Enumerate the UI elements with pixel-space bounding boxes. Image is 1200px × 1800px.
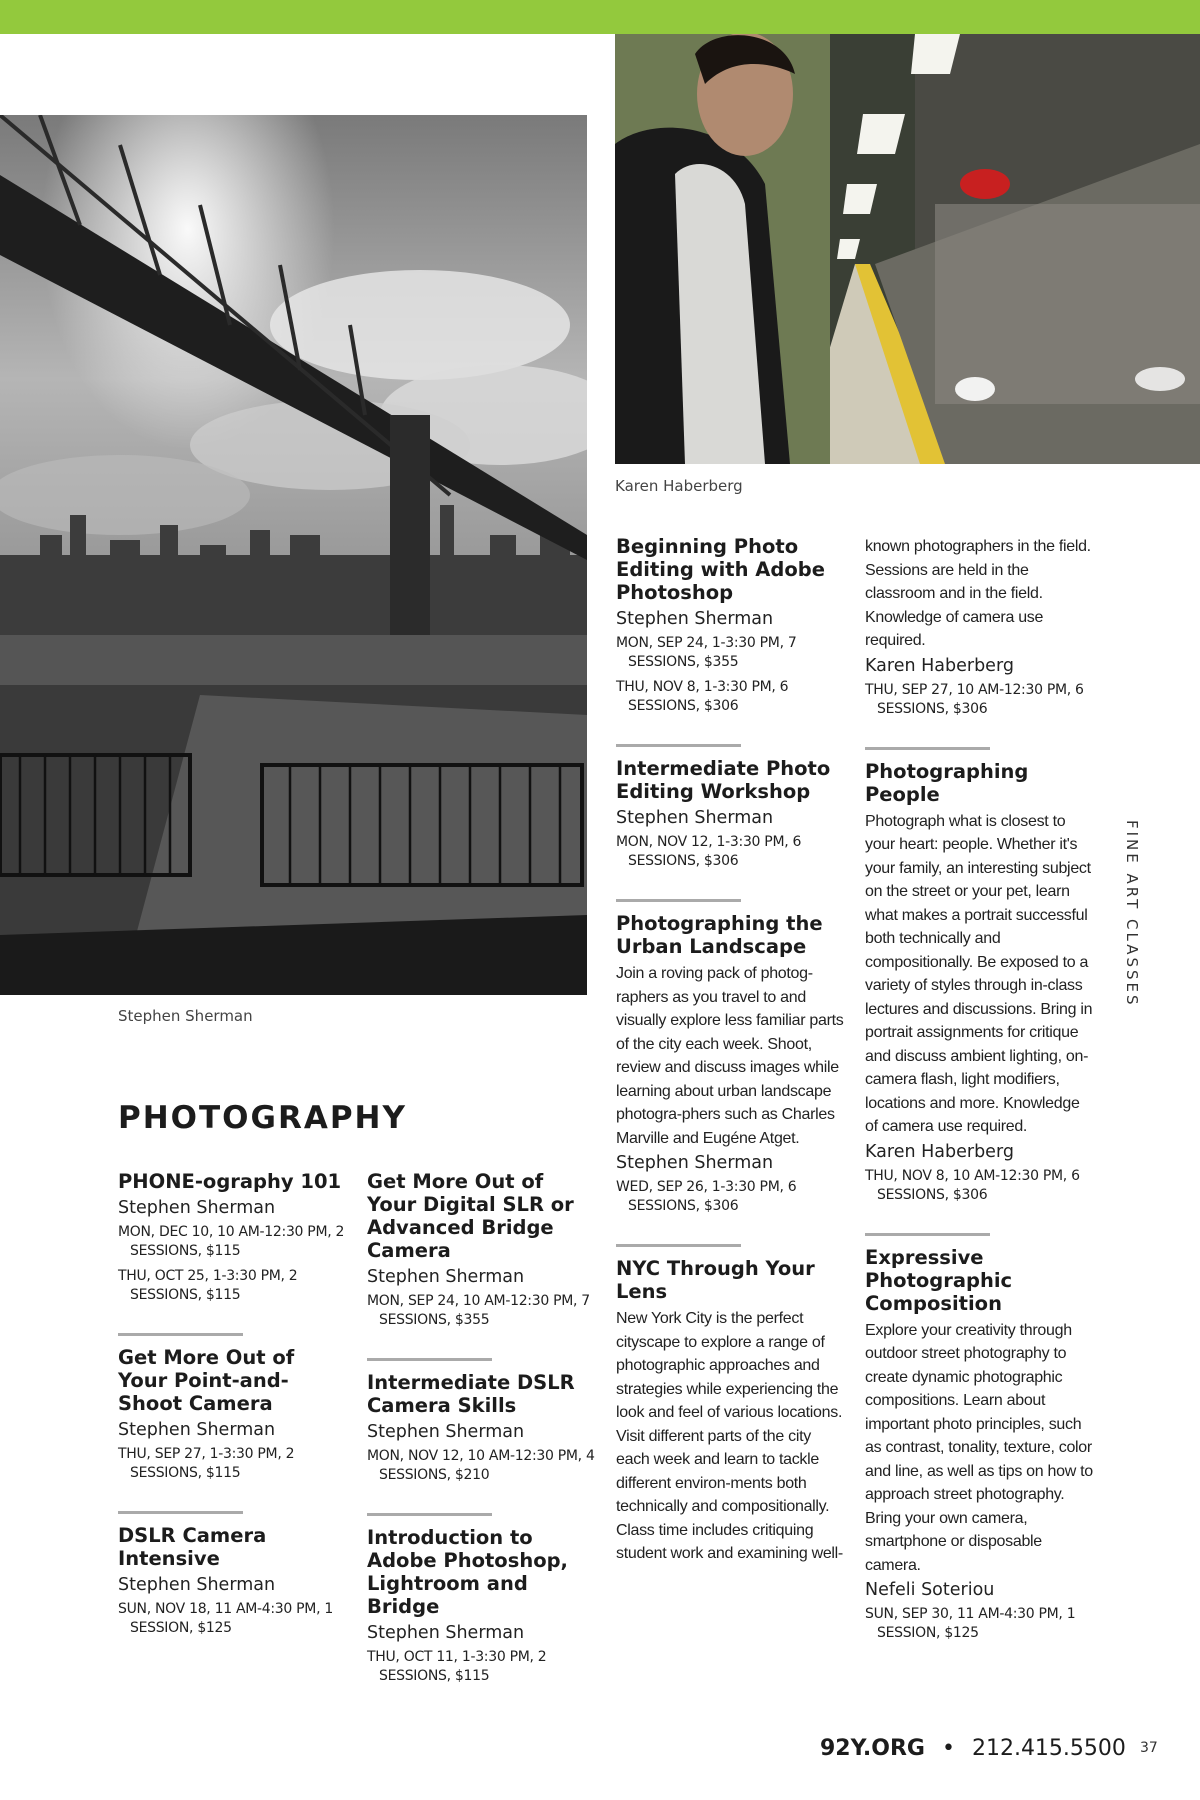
session-list xyxy=(865,681,1095,719)
session: MON, NOV 12, 1-3:30 PM, 6 SESSIONS, $306 xyxy=(616,834,802,869)
course-instructor: Karen Haberberg xyxy=(865,655,1014,676)
top-color-bar xyxy=(0,0,1200,34)
footer-bullet: • xyxy=(941,1736,955,1761)
course-instructor: Stephen Sherman xyxy=(367,1623,525,1643)
bridge-photo xyxy=(0,115,587,995)
session-list xyxy=(367,1648,597,1686)
session-list xyxy=(118,1445,348,1483)
course-title: NYC Through Your Lens xyxy=(616,1257,815,1303)
course-column-2 xyxy=(367,1170,597,1714)
course-instructor: Stephen Sherman xyxy=(616,1153,774,1173)
course-title: Expressive Photographic Composition xyxy=(865,1245,1013,1315)
course-nyc-through-your-lens xyxy=(616,1244,843,1566)
course-title: Beginning Photo Editing with Adobe Photoshop xyxy=(616,535,825,604)
course-instructor: Stephen Sherman xyxy=(118,1198,276,1218)
course-phoneography xyxy=(118,1170,348,1305)
course-instructor: Stephen Sherman xyxy=(616,609,774,629)
course-instructor: Karen Haberberg xyxy=(865,1141,1014,1162)
course-title: Introduction to Adobe Photoshop, Lightroom and Bridge xyxy=(367,1526,568,1618)
course-instructor: Stephen Sherman xyxy=(118,1575,276,1595)
course-dslr-intensive xyxy=(118,1511,333,1638)
session: THU, NOV 8, 1-3:30 PM, 6 SESSIONS, $306 xyxy=(616,679,789,714)
session-list xyxy=(367,1447,597,1485)
bridge-photo-credit: Stephen Sherman xyxy=(118,1007,253,1025)
course-title: Intermediate Photo Editing Workshop xyxy=(616,757,831,803)
session: WED, SEP 26, 1-3:30 PM, 6 SESSIONS, $306 xyxy=(616,1179,797,1214)
course-column-4 xyxy=(865,535,1095,1671)
course-title: Get More Out of Your Point-and-Shoot Camera xyxy=(118,1346,295,1415)
course-title: Photographing the Urban Landscape xyxy=(616,912,823,958)
session-list xyxy=(616,833,846,871)
course-digital-slr xyxy=(367,1170,597,1330)
session-list xyxy=(865,1167,1095,1205)
section-side-label: FINE ART CLASSES xyxy=(1123,820,1141,1008)
course-description: Photograph what is closest to your heart: people. Whether it's your family, an interesting subject on the street or your pet, learn what makes a portrait successful both technically and compositionally. Be exposed to a variety of styles through in-class lectures and discussions. Bring in portrait assignments for critique and discuss ambient lighting, on-camera flash, light modifiers, locations and more. Knowledge of camera use required. xyxy=(865,812,1093,1135)
session: THU, SEP 27, 1-3:30 PM, 2 SESSIONS, $115 xyxy=(118,1446,295,1481)
session: MON, SEP 24, 10 AM-12:30 PM, 7 SESSIONS, $355 xyxy=(367,1293,590,1328)
session: SUN, NOV 18, 11 AM-4:30 PM, 1 SESSION, $125 xyxy=(118,1601,333,1636)
session-list xyxy=(367,1292,597,1330)
course-expressive-composition xyxy=(865,1233,1093,1644)
course-point-and-shoot xyxy=(118,1333,295,1483)
course-description: Explore your creativity through outdoor street photography to create dynamic photographic compositions. Learn about important photo principles, such as contrast, tonality, texture, color and line, as well as tips on how to approach street photography. Bring your own camera, smartphone or disposable camera. xyxy=(865,1321,1093,1574)
course-urban-landscape xyxy=(616,899,844,1216)
course-instructor: Stephen Sherman xyxy=(616,808,774,828)
course-photographing-people xyxy=(865,747,1093,1205)
session: MON, NOV 12, 10 AM-12:30 PM, 4 SESSIONS, $210 xyxy=(367,1448,595,1483)
course-title: Photographing People xyxy=(865,759,1029,806)
session: THU, SEP 27, 10 AM-12:30 PM, 6 SESSIONS, $306 xyxy=(865,681,1084,717)
session: MON, SEP 24, 1-3:30 PM, 7 SESSIONS, $355 xyxy=(616,635,797,670)
session: THU, OCT 25, 1-3:30 PM, 2 SESSIONS, $115 xyxy=(118,1268,298,1303)
course-instructor: Nefeli Soteriou xyxy=(865,1580,995,1600)
session: THU, NOV 8, 10 AM-12:30 PM, 6 SESSIONS, $306 xyxy=(865,1167,1080,1203)
course-title: Get More Out of Your Digital SLR or Advanced Bridge Camera xyxy=(367,1170,574,1262)
course-description-continued: known photographers in the field. Sessions are held in the classroom and in the field. Knowledge of camera use required. xyxy=(865,538,1091,649)
session: MON, DEC 10, 10 AM-12:30 PM, 2 SESSIONS, $115 xyxy=(118,1224,345,1259)
page-number: 37 xyxy=(1140,1740,1158,1756)
website-link[interactable]: 92Y.ORG xyxy=(820,1736,925,1761)
subway-photo-credit: Karen Haberberg xyxy=(615,477,743,495)
phone-number: 212.415.5500 xyxy=(971,1736,1126,1761)
course-title: PHONE-ography 101 xyxy=(118,1170,342,1193)
course-nyc-continuation xyxy=(865,535,1095,719)
course-instructor: Stephen Sherman xyxy=(118,1420,276,1440)
course-intermediate-photo-editing xyxy=(616,744,831,871)
session-list xyxy=(616,634,846,716)
course-intro-photoshop xyxy=(367,1513,568,1686)
footer xyxy=(820,1736,1126,1761)
session-list xyxy=(865,1605,1095,1643)
session-list xyxy=(616,1178,846,1216)
course-title: DSLR Camera Intensive xyxy=(118,1524,267,1570)
session-list xyxy=(118,1600,348,1638)
course-beginning-photo-editing xyxy=(616,535,846,716)
course-intermediate-dslr xyxy=(367,1358,595,1485)
session: SUN, SEP 30, 11 AM-4:30 PM, 1 SESSION, $125 xyxy=(865,1606,1076,1641)
section-title: PHOTOGRAPHY xyxy=(118,1100,407,1136)
subway-photo xyxy=(615,34,1200,464)
course-instructor: Stephen Sherman xyxy=(367,1422,525,1442)
course-column-1 xyxy=(118,1170,348,1666)
session-list xyxy=(118,1223,348,1305)
course-description: Join a roving pack of photog-raphers as you travel to and visually explore less familiar parts of the city each week. Shoot, review and discuss images while learning about urban landscape photogra-phers such as Charles Marville and Eugéne Atget. xyxy=(616,965,844,1147)
course-instructor: Stephen Sherman xyxy=(367,1267,525,1287)
course-description: New York City is the perfect cityscape to explore a range of photographic approaches and strategies while experiencing the look and feel of various locations. Visit different parts of the city each week and learn to tackle different environ-ments both technically and compositionally. Class time includes critiquing student work and examining well- xyxy=(616,1310,843,1562)
session: THU, OCT 11, 1-3:30 PM, 2 SESSIONS, $115 xyxy=(367,1649,547,1684)
course-title: Intermediate DSLR Camera Skills xyxy=(367,1371,575,1417)
course-column-3 xyxy=(616,535,846,1594)
